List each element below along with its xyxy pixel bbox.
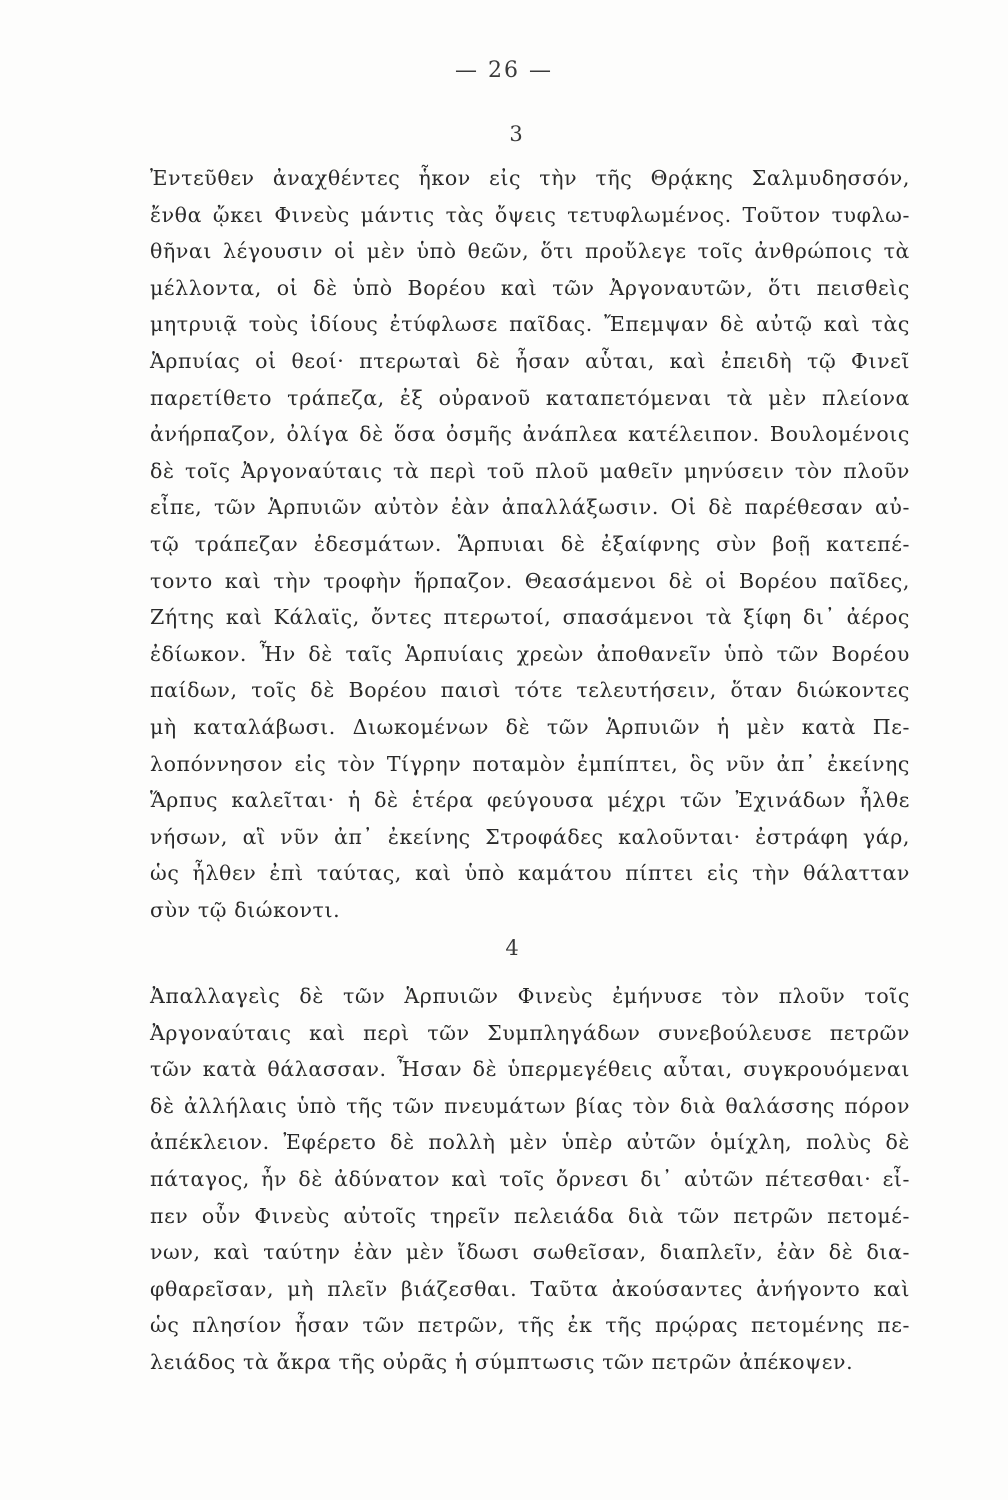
text-line: Ἀπαλλαγεὶς δὲ τῶν Ἁρπυιῶν Φινεὺς ἐμήνυσε τὸν πλοῦν τοῖς <box>150 984 910 1008</box>
text-line: παίδων, τοῖς δὲ Βορέου παισὶ τότε τελευτήσειν, ὅταν διώκοντες <box>150 678 910 703</box>
text-line: λειάδος τὰ ἄκρα τῆς οὐρᾶς ἡ σύμπτωσις τῶν πετρῶν ἀπέκοψεν. <box>150 1349 854 1374</box>
text-line: παρετίθετο τράπεζα, ἐξ οὐρανοῦ καταπετόμεναι τὰ μὲν πλείονα <box>150 385 910 410</box>
page-number: — 26 — <box>455 58 553 83</box>
text-line: θῆναι λέγουσιν οἱ μὲν ὑπὸ θεῶν, ὅτι προὔλεγε τοῖς ἀνθρώποις τὰ <box>150 239 910 264</box>
text-line: εἶπε, τῶν Ἁρπυιῶν αὐτὸν ἐὰν ἀπαλλάξωσιν. Οἱ δὲ παρέθεσαν αὐ- <box>150 495 910 520</box>
text-line: δὲ ἀλλήλαις ὑπὸ τῆς τῶν πνευμάτων βίας τὸν διὰ θαλάσσης πόρον <box>150 1093 910 1118</box>
text-line: ἀπέκλειον. Ἐφέρετο δὲ πολλὴ μὲν ὑπὲρ αὐτῶν ὁμίχλη, πολὺς δὲ <box>150 1130 910 1155</box>
text-line: Ἅρπυς καλεῖται· ἡ δὲ ἑτέρα φεύγουσα μέχρι τῶν Ἐχινάδων ἦλθε <box>150 788 910 813</box>
text-line: λοπόννησον εἰς τὸν Τίγρην ποταμὸν ἐμπίπτει, ὃς νῦν ἀπ᾽ ἐκείνης <box>150 751 910 776</box>
text-line: νων, καὶ ταύτην ἐὰν μὲν ἴδωσι σωθεῖσαν, διαπλεῖν, ἐὰν δὲ δια- <box>150 1240 910 1265</box>
text-line: Ἐντεῦθεν ἀναχθέντες ἧκον εἰς τὴν τῆς Θρᾴκης Σαλμυδησσόν, <box>150 166 910 190</box>
text-line: ἔνθα ᾤκει Φινεὺς μάντις τὰς ὄψεις τετυφλωμένος. Τοῦτον τυφλω- <box>150 202 910 227</box>
section-text <box>150 978 910 1381</box>
text-line: νήσων, αἳ νῦν ἀπ᾽ ἐκείνης Στροφάδες καλοῦνται· ἐστράφη γάρ, <box>150 824 910 849</box>
text-line: ὡς ἦλθεν ἐπὶ ταύτας, καὶ ὑπὸ καμάτου πίπτει εἰς τὴν θάλατταν <box>150 861 910 886</box>
text-line: ἐδίωκον. Ἦν δὲ ταῖς Ἁρπυίαις χρεὼν ἀποθανεῖν ὑπὸ τῶν Βορέου <box>150 641 910 666</box>
text-line: μέλλοντα, οἱ δὲ ὑπὸ Βορέου καὶ τῶν Ἀργοναυτῶν, ὅτι πεισθεὶς <box>150 275 910 300</box>
text-line: Ἁρπυίας οἱ θεοί· πτερωταὶ δὲ ἦσαν αὗται, καὶ ἐπειδὴ τῷ Φινεῖ <box>150 348 910 373</box>
text-line: σὺν τῷ διώκοντι. <box>150 897 341 922</box>
text-line: φθαρεῖσαν, μὴ πλεῖν βιάζεσθαι. Ταῦτα ἀκούσαντες ἀνήγοντο καὶ <box>150 1276 910 1301</box>
text-line: τῶν κατὰ θάλασσαν. Ἦσαν δὲ ὑπερμεγέθεις αὗται, συγκρουόμεναι <box>150 1057 910 1082</box>
text-line: ὡς πλησίον ἦσαν τῶν πετρῶν, τῆς ἐκ τῆς πρῴρας πετομένης πε- <box>150 1313 910 1338</box>
text-line: Ζήτης καὶ Κάλαϊς, ὄντες πτερωτοί, σπασάμενοι τὰ ξίφη δι᾽ ἀέρος <box>150 605 910 630</box>
text-line: μὴ καταλάβωσι. Διωκομένων δὲ τῶν Ἁρπυιῶν ἡ μὲν κατὰ Πε- <box>150 714 910 739</box>
section-text <box>150 160 910 928</box>
text-line: μητρυιᾷ τοὺς ἰδίους ἐτύφλωσε παῖδας. Ἔπεμψαν δὲ αὐτῷ καὶ τὰς <box>150 312 910 337</box>
text-line: τῷ τράπεζαν ἐδεσμάτων. Ἅρπυιαι δὲ ἐξαίφνης σὺν βοῇ κατεπέ- <box>150 531 910 556</box>
text-line: ἀνήρπαζον, ὀλίγα δὲ ὅσα ὀσμῆς ἀνάπλεα κατέλειπον. Βουλομένοις <box>150 422 910 447</box>
text-line: Ἀργοναύταις καὶ περὶ τῶν Συμπληγάδων συνεβούλευσε πετρῶν <box>150 1020 910 1045</box>
section-heading: 3 <box>509 122 523 146</box>
text-line: πάταγος, ἦν δὲ ἀδύνατον καὶ τοῖς ὄρνεσι δι᾽ αὐτῶν πέτεσθαι· εἶ- <box>150 1166 910 1191</box>
text-line: πεν οὖν Φινεὺς αὐτοῖς τηρεῖν πελειάδα διὰ τῶν πετρῶν πετομέ- <box>150 1203 910 1228</box>
text-line: δὲ τοῖς Ἀργοναύταις τὰ περὶ τοῦ πλοῦ μαθεῖν μηνύσειν τὸν πλοῦν <box>150 458 910 483</box>
section-heading: 4 <box>505 936 519 960</box>
text-line: τοντο καὶ τὴν τροφὴν ἥρπαζον. Θεασάμενοι δὲ οἱ Βορέου παῖδες, <box>150 568 910 593</box>
